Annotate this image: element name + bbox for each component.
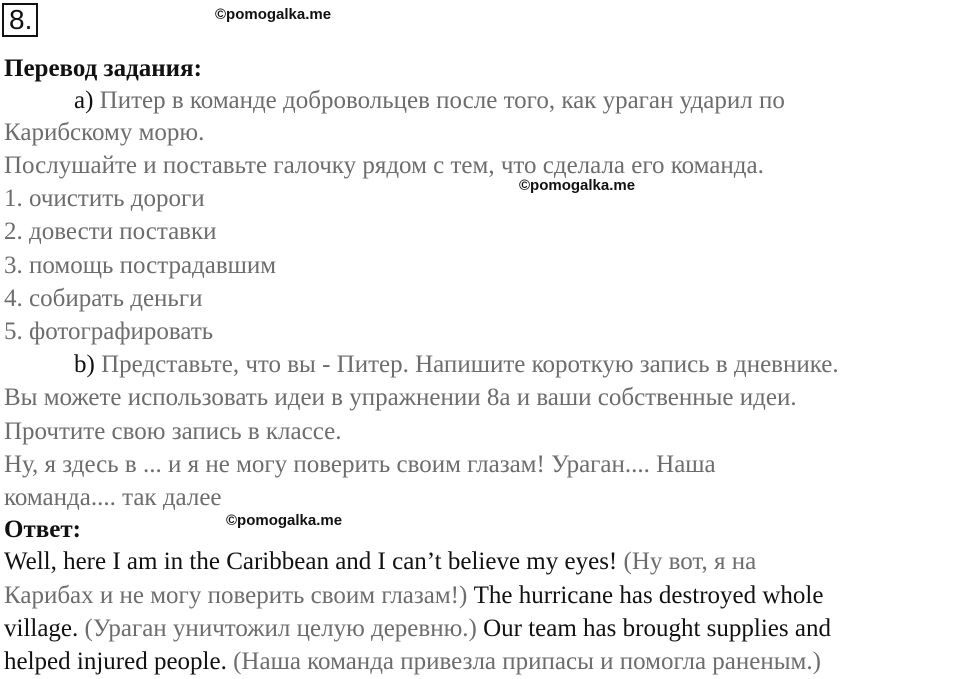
answer-ru: (Ну вот, я на — [617, 548, 757, 575]
answer-line-1 — [4, 547, 756, 577]
list-item: 1. очистить дороги — [4, 185, 205, 212]
part-b-line-2: Вы можете использовать идеи в упражнении 8а и ваши собственные идеи. — [4, 384, 797, 411]
answer-en: The hurricane has destroyed whole — [467, 582, 824, 609]
part-a-line-3: Послушайте и поставьте галочку рядом с тем, что сделала его команда. — [4, 152, 764, 179]
answer-ru: (Ураган уничтожил целую деревню.) — [78, 615, 477, 642]
answer-line-3 — [4, 614, 831, 644]
part-a-text-1: Питер в команде добровольцев после того, как ураган ударил по — [99, 87, 785, 114]
watermark: ©pomogalka.me — [215, 6, 332, 23]
list-item: 3. помощь пострадавшим — [4, 252, 277, 279]
part-b-label: b) — [74, 351, 95, 378]
part-a-line-2: Карибскому морю. — [4, 119, 205, 146]
answer-en: helped injured people. — [4, 648, 227, 675]
answer-en: Our team has brought supplies and — [476, 615, 831, 642]
part-b-text-1: Представьте, что вы - Питер. Напишите короткую запись в дневнике. — [101, 351, 839, 378]
answer-en: village. — [4, 615, 79, 642]
translation-heading: Перевод задания: — [4, 55, 202, 82]
part-b-line-3: Прочтите свою запись в классе. — [4, 418, 342, 445]
answer-ru: Карибах и не могу поверить своим глазам!) — [4, 582, 468, 609]
answer-line-2 — [4, 581, 823, 611]
answer-ru: (Наша команда привезла припасы и помогла раненым.) — [226, 648, 821, 675]
part-b-line-4: Ну, я здесь в ... и я не могу поверить своим глазам! Ураган.... Наша — [4, 451, 716, 478]
answer-heading: Ответ: — [4, 516, 81, 543]
part-a-line-1 — [74, 86, 785, 116]
part-b-line-5: команда.... так далее — [4, 484, 222, 511]
list-item: 4. собирать деньги — [4, 285, 203, 312]
list-item: 2. довести поставки — [4, 218, 217, 245]
answer-en: Well, here I am in the Caribbean and I can’t believe my eyes! — [4, 548, 618, 575]
watermark: ©pomogalka.me — [226, 512, 343, 529]
task-number-badge: 8. — [2, 3, 38, 37]
part-b-line-1 — [74, 350, 839, 380]
list-item: 5. фотографировать — [4, 318, 214, 345]
answer-line-4 — [4, 647, 821, 677]
watermark: ©pomogalka.me — [519, 177, 636, 194]
part-a-label: a) — [74, 87, 94, 114]
